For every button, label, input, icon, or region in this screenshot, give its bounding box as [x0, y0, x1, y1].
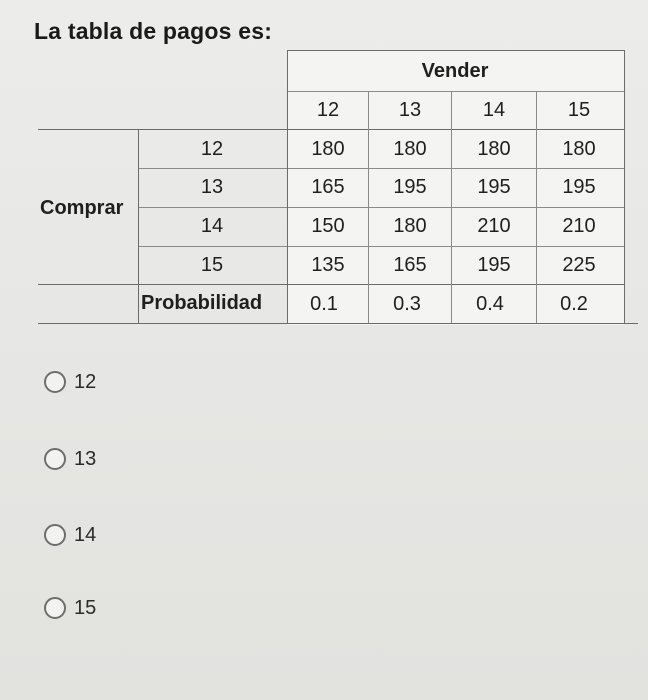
question-title: La tabla de pagos es: [34, 18, 273, 44]
radio-button[interactable] [44, 371, 66, 393]
row-label: 15 [200, 254, 224, 276]
row-label: 14 [200, 215, 224, 237]
answer-option-13[interactable] [44, 443, 96, 475]
table-line [138, 168, 624, 169]
answer-option-15[interactable] [44, 592, 96, 624]
payoff-cell: 135 [311, 254, 345, 276]
payoff-cell: 165 [311, 176, 345, 198]
column-header: 14 [482, 99, 506, 121]
payoff-cell: 180 [393, 138, 427, 160]
payoff-table [0, 0, 648, 340]
payoff-cell: 210 [477, 215, 511, 237]
table-line [138, 207, 624, 208]
column-header: 15 [567, 99, 591, 121]
payoff-cell: 195 [477, 176, 511, 198]
row-label: 12 [200, 138, 224, 160]
option-label: 13 [74, 447, 97, 470]
payoff-cell: 195 [393, 176, 427, 198]
payoff-cell: 195 [477, 254, 511, 276]
probability-cell: 0.1 [310, 293, 338, 315]
payoff-cell: 210 [562, 215, 596, 237]
table-line [536, 91, 537, 323]
table-line [138, 129, 139, 323]
table-line [368, 91, 369, 323]
radio-button[interactable] [44, 524, 66, 546]
row-label: 13 [200, 176, 224, 198]
table-line [138, 246, 624, 247]
row-group-header: Comprar [40, 197, 124, 219]
answer-option-14[interactable] [44, 519, 96, 551]
payoff-cell: 180 [562, 138, 596, 160]
radio-button[interactable] [44, 597, 66, 619]
payoff-cell: 180 [311, 138, 345, 160]
column-group-header: Vender [421, 60, 489, 82]
probability-label: Probabilidad [141, 292, 263, 314]
column-header: 12 [316, 99, 340, 121]
payoff-cell: 195 [562, 176, 596, 198]
probability-cell: 0.2 [560, 293, 588, 315]
table-line [38, 323, 638, 324]
table-line [451, 91, 452, 323]
payoff-cell: 180 [393, 215, 427, 237]
answer-option-12[interactable] [44, 366, 96, 398]
payoff-cell: 165 [393, 254, 427, 276]
payoff-cell: 180 [477, 138, 511, 160]
column-header: 13 [398, 99, 422, 121]
table-line [287, 91, 624, 92]
option-label: 15 [74, 596, 97, 619]
payoff-cell: 150 [311, 215, 345, 237]
probability-cell: 0.4 [476, 293, 504, 315]
table-line [624, 50, 625, 323]
option-label: 14 [74, 523, 97, 546]
option-label: 12 [74, 370, 97, 393]
table-line [287, 50, 288, 323]
table-line [287, 50, 624, 51]
payoff-cell: 225 [562, 254, 596, 276]
probability-cell: 0.3 [393, 293, 421, 315]
radio-button[interactable] [44, 448, 66, 470]
